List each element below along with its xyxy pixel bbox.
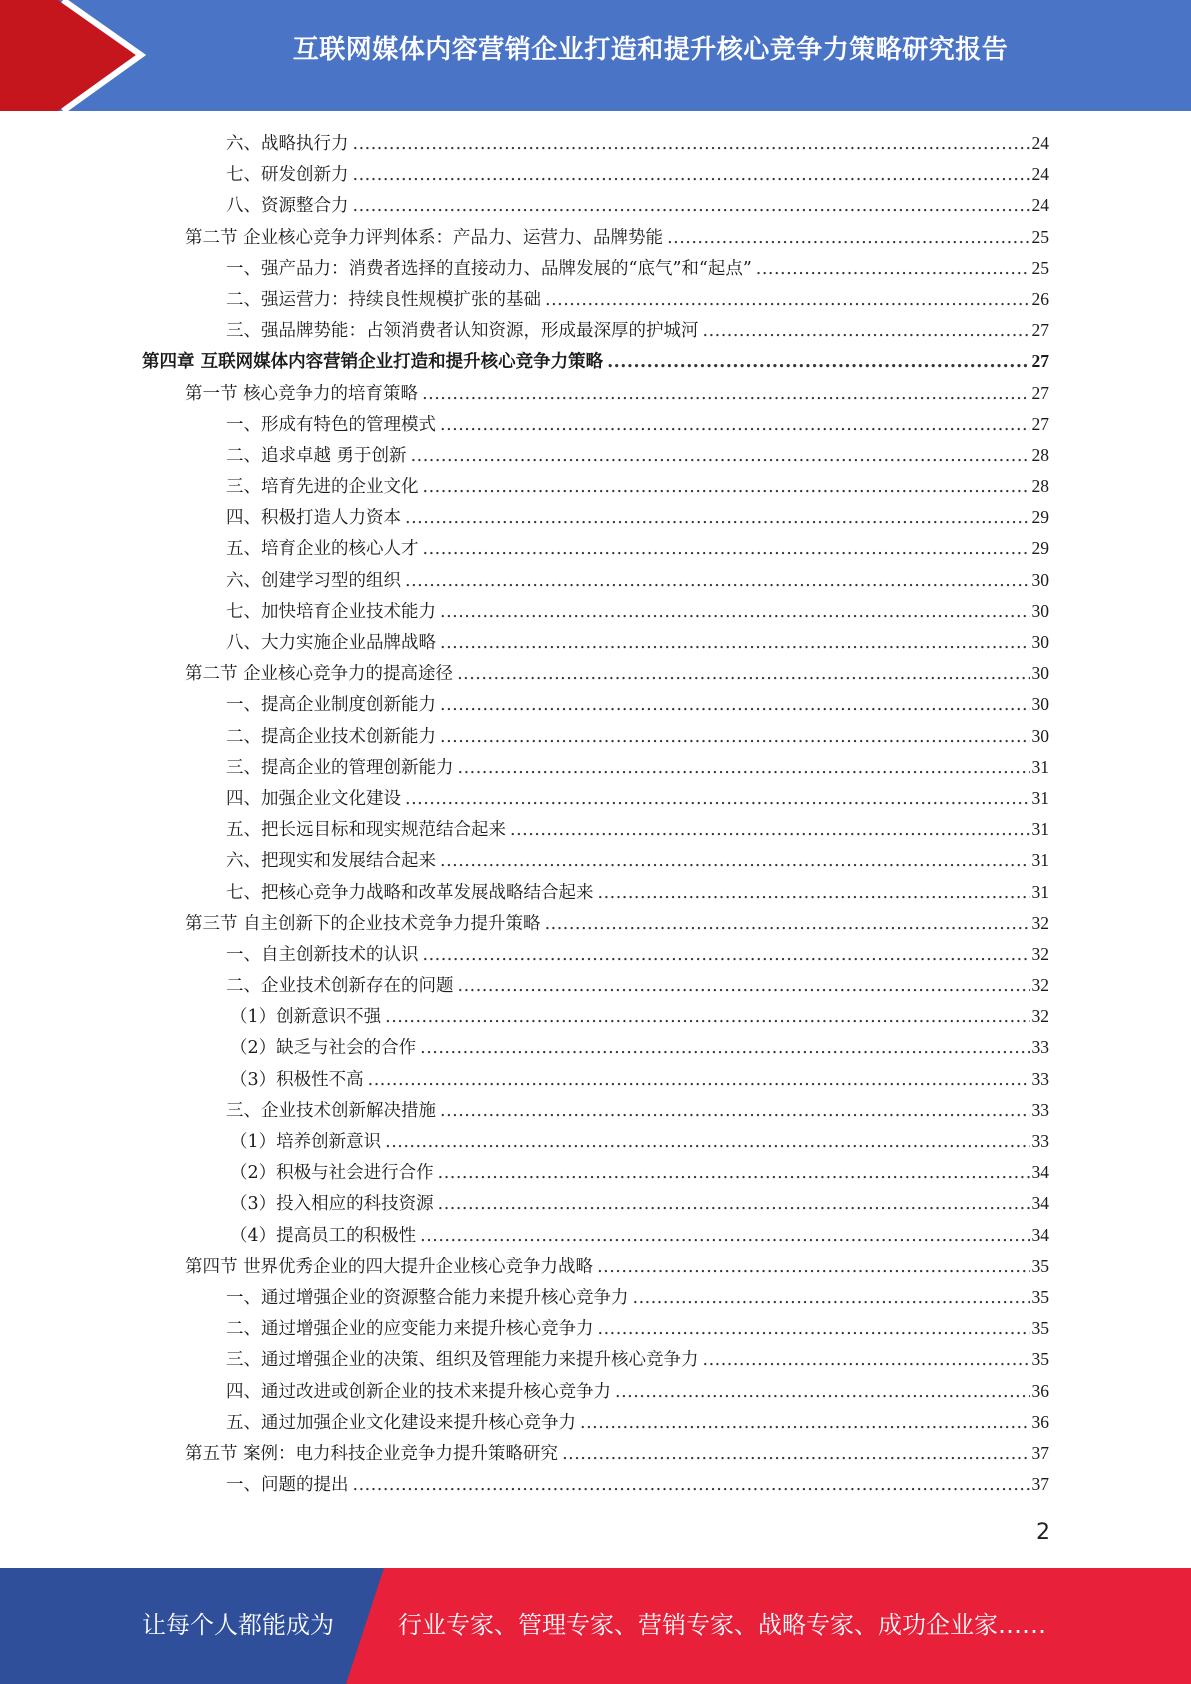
toc-dot-leader [422, 379, 1029, 410]
toc-entry-page: 29 [1031, 538, 1049, 559]
toc-entry-label: 三、企业技术创新解决措施 [226, 1100, 436, 1121]
toc-entry[interactable] [226, 190, 1049, 221]
toc-dot-leader [562, 1439, 1029, 1470]
toc-entry-page: 27 [1031, 320, 1049, 341]
toc-dot-leader [756, 254, 1030, 285]
toc-dot-leader [598, 1314, 1030, 1345]
toc-entry-page: 31 [1031, 881, 1049, 902]
toc-entry[interactable] [226, 939, 1049, 970]
toc-entry-page: 31 [1031, 787, 1049, 808]
toc-dot-leader [440, 846, 1030, 877]
toc-entry-page: 30 [1031, 663, 1049, 684]
toc-entry-page: 30 [1031, 694, 1049, 715]
toc-dot-leader [440, 628, 1030, 659]
toc-entry[interactable] [226, 440, 1049, 471]
toc-entry-label: 四、加强企业文化建设 [226, 788, 401, 809]
toc-entry[interactable] [226, 721, 1049, 752]
toc-entry-page: 32 [1031, 975, 1049, 996]
toc-entry-label: 第三节 自主创新下的企业技术竞争力提升策略 [185, 913, 541, 934]
toc-entry-page: 35 [1031, 1349, 1049, 1370]
toc-entry-label: （2）积极与社会进行合作 [230, 1163, 434, 1184]
toc-entry[interactable] [226, 1095, 1049, 1126]
toc-dot-leader [423, 472, 1030, 503]
toc-entry-page: 34 [1031, 1193, 1049, 1214]
toc-entry[interactable] [226, 159, 1049, 190]
toc-entry-label: 四、通过改进或创新企业的技术来提升核心竞争力 [226, 1381, 611, 1402]
toc-dot-leader [510, 815, 1030, 846]
toc-entry[interactable] [230, 1188, 1049, 1219]
toc-entry[interactable] [185, 378, 1049, 409]
toc-entry[interactable] [226, 1376, 1049, 1407]
toc-dot-leader [440, 690, 1030, 721]
toc-entry-page: 26 [1031, 288, 1049, 309]
toc-entry-label: 二、强运营力：持续良性规模扩张的基础 [226, 289, 541, 310]
toc-entry-page: 32 [1031, 1006, 1049, 1027]
toc-dot-leader [440, 410, 1030, 441]
toc-entry-label: 八、大力实施企业品牌战略 [226, 633, 436, 653]
toc-entry[interactable] [226, 845, 1049, 876]
toc-entry-page: 35 [1031, 1286, 1049, 1307]
header-title: 互联网媒体内容营销企业打造和提升核心竞争力策略研究报告 [292, 35, 1009, 65]
toc-entry-label: 三、培育先进的企业文化 [226, 477, 419, 498]
toc-dot-leader [440, 722, 1030, 753]
toc-entry-page: 35 [1031, 1318, 1049, 1339]
toc-entry-page: 32 [1031, 912, 1049, 933]
toc-entry-page: 24 [1031, 164, 1049, 185]
toc-entry[interactable] [226, 783, 1049, 814]
toc-entry-label: （3）投入相应的科技资源 [230, 1194, 434, 1215]
toc-entry[interactable] [226, 970, 1049, 1001]
toc-dot-leader [353, 191, 1030, 222]
toc-entry[interactable] [230, 1064, 1049, 1095]
toc-entry-page: 33 [1031, 1131, 1049, 1151]
toc-entry-page: 30 [1031, 569, 1049, 590]
toc-entry-page: 27 [1031, 413, 1049, 434]
toc-entry[interactable] [230, 1157, 1049, 1188]
toc-entry-page: 30 [1031, 632, 1049, 652]
table-of-contents [0, 128, 1191, 1500]
toc-entry[interactable] [185, 908, 1049, 939]
toc-dot-leader [385, 1002, 1029, 1033]
toc-entry[interactable] [230, 1032, 1049, 1063]
toc-entry-label: 第五节 案例：电力科技企业竞争力提升策略研究 [185, 1443, 559, 1464]
toc-entry[interactable] [226, 128, 1049, 159]
toc-dot-leader [423, 940, 1030, 971]
toc-entry-page: 31 [1031, 756, 1049, 777]
toc-dot-leader [458, 753, 1030, 784]
toc-entry-label: 三、强品牌势能：占领消费者认知资源，形成最深厚的护城河 [226, 321, 699, 342]
toc-dot-leader [405, 566, 1030, 597]
toc-dot-leader [420, 1221, 1029, 1252]
toc-entry-label: 第四章 互联网媒体内容营销企业打造和提升核心竞争力策略 [142, 352, 604, 373]
toc-dot-leader [457, 659, 1029, 690]
toc-dot-leader [440, 597, 1030, 628]
toc-entry-page: 34 [1031, 1224, 1049, 1245]
toc-entry-label: （4）提高员工的积极性 [230, 1225, 417, 1246]
toc-entry-page: 30 [1031, 725, 1049, 746]
toc-entry-label: 一、强产品力：消费者选择的直接动力、品牌发展的“底气”和“起点” [226, 258, 752, 279]
toc-dot-leader [440, 1096, 1030, 1127]
toc-entry-label: 二、通过增强企业的应变能力来提升核心竞争力 [226, 1319, 594, 1340]
toc-entry-label: 七、把核心竞争力战略和改革发展战略结合起来 [226, 882, 594, 903]
toc-entry[interactable] [226, 627, 1049, 658]
toc-dot-leader [615, 1377, 1030, 1408]
toc-entry[interactable] [226, 565, 1049, 596]
toc-entry-label: 第四节 世界优秀企业的四大提升企业核心竞争力战略 [185, 1256, 594, 1277]
toc-dot-leader [423, 534, 1030, 565]
toc-entry-label: 一、问题的提出 [226, 1475, 349, 1496]
toc-entry-label: 第二节 企业核心竞争力评判体系：产品力、运营力、品牌势能 [185, 227, 664, 248]
toc-entry[interactable] [226, 689, 1049, 720]
toc-entry-page: 37 [1031, 1474, 1049, 1495]
toc-dot-leader [607, 347, 1029, 378]
toc-entry-label: 五、通过加强企业文化建设来提升核心竞争力 [226, 1412, 576, 1433]
toc-entry-label: 三、通过增强企业的决策、组织及管理能力来提升核心竞争力 [226, 1350, 699, 1371]
toc-entry-label: 八、资源整合力 [226, 196, 349, 217]
toc-entry-label: 四、积极打造人力资本 [226, 508, 401, 529]
toc-entry[interactable] [230, 1126, 1049, 1157]
toc-dot-leader [598, 878, 1030, 909]
toc-entry-page: 30 [1031, 600, 1049, 621]
toc-dot-leader [405, 503, 1030, 534]
toc-entry-label: 六、把现实和发展结合起来 [226, 851, 436, 872]
toc-dot-leader [405, 784, 1030, 815]
toc-entry[interactable] [226, 315, 1049, 346]
toc-entry[interactable] [185, 1251, 1049, 1282]
toc-entry-page: 28 [1031, 476, 1049, 497]
header-arrow-decoration [0, 0, 150, 111]
toc-dot-leader [411, 441, 1030, 472]
toc-entry[interactable] [226, 502, 1049, 533]
toc-entry-label: 五、培育企业的核心人才 [226, 539, 419, 560]
toc-entry-page: 25 [1031, 257, 1049, 278]
footer-slogan-right: 行业专家、管理专家、营销专家、战略专家、成功企业家…… [398, 1611, 1046, 1639]
toc-entry[interactable] [226, 253, 1049, 284]
toc-dot-leader [353, 160, 1030, 191]
toc-entry[interactable] [230, 1001, 1049, 1032]
toc-entry[interactable] [185, 658, 1049, 689]
toc-entry-page: 31 [1031, 850, 1049, 871]
toc-entry-page: 33 [1031, 1037, 1049, 1058]
toc-entry-page: 32 [1031, 943, 1049, 964]
toc-entry-page: 34 [1031, 1162, 1049, 1183]
footer-slogan-left: 让每个人都能成为 [142, 1611, 334, 1639]
page-footer [0, 1568, 1191, 1684]
toc-entry-page: 28 [1031, 444, 1049, 465]
page-header [0, 0, 1191, 111]
toc-entry[interactable] [230, 1220, 1049, 1251]
toc-entry[interactable] [226, 814, 1049, 845]
toc-entry[interactable] [226, 1469, 1049, 1500]
toc-dot-leader [545, 909, 1030, 940]
toc-dot-leader [703, 1345, 1030, 1376]
toc-entry-label: 一、形成有特色的管理模式 [226, 414, 436, 435]
toc-entry-label: 二、追求卓越 勇于创新 [226, 445, 407, 466]
toc-entry-page: 36 [1031, 1380, 1049, 1401]
toc-entry[interactable] [226, 1313, 1049, 1344]
toc-entry-page: 31 [1031, 819, 1049, 840]
toc-dot-leader [597, 1252, 1029, 1283]
toc-entry-label: 第二节 企业核心竞争力的提高途径 [185, 664, 454, 685]
toc-entry-label: 六、战略执行力 [226, 134, 349, 154]
toc-entry[interactable] [226, 1407, 1049, 1438]
toc-entry-label: 一、通过增强企业的资源整合能力来提升核心竞争力 [226, 1287, 629, 1308]
toc-entry-page: 27 [1031, 382, 1049, 403]
toc-dot-leader [353, 129, 1030, 160]
toc-entry[interactable] [142, 346, 1049, 377]
toc-entry[interactable] [226, 1282, 1049, 1313]
toc-entry-label: 第一节 核心竞争力的培育策略 [185, 383, 419, 404]
toc-entry-label: 七、研发创新力 [226, 165, 349, 186]
toc-entry[interactable] [226, 533, 1049, 564]
toc-entry-page: 37 [1031, 1442, 1049, 1463]
toc-entry-label: 一、提高企业制度创新能力 [226, 695, 436, 716]
toc-entry[interactable] [226, 877, 1049, 908]
toc-entry[interactable] [185, 222, 1049, 253]
toc-dot-leader [385, 1127, 1029, 1158]
toc-entry[interactable] [226, 409, 1049, 440]
toc-entry-page: 27 [1031, 351, 1049, 372]
toc-entry-label: 二、提高企业技术创新能力 [226, 726, 436, 747]
toc-dot-leader [545, 285, 1030, 316]
toc-dot-leader [368, 1065, 1030, 1096]
toc-entry[interactable] [226, 471, 1049, 502]
toc-entry[interactable] [226, 284, 1049, 315]
toc-entry-page: 36 [1031, 1411, 1049, 1432]
toc-entry[interactable] [185, 1438, 1049, 1469]
toc-dot-leader [703, 316, 1030, 347]
toc-entry-page: 25 [1031, 226, 1049, 247]
toc-entry[interactable] [226, 1344, 1049, 1375]
toc-entry-page: 29 [1031, 507, 1049, 528]
toc-entry-page: 33 [1031, 1099, 1049, 1120]
toc-dot-leader [667, 223, 1029, 254]
toc-entry-page: 24 [1031, 195, 1049, 216]
toc-dot-leader [580, 1408, 1030, 1439]
toc-entry-label: （2）缺乏与社会的合作 [230, 1038, 417, 1059]
toc-entry-label: 二、企业技术创新存在的问题 [226, 976, 454, 997]
toc-entry-label: 七、加快培育企业技术能力 [226, 601, 436, 622]
toc-dot-leader [420, 1033, 1029, 1064]
toc-entry-label: （1）创新意识不强 [230, 1007, 382, 1028]
toc-entry-label: 三、提高企业的管理创新能力 [226, 757, 454, 778]
toc-dot-leader [438, 1189, 1030, 1220]
toc-entry-page: 24 [1031, 133, 1049, 153]
toc-entry[interactable] [226, 596, 1049, 627]
toc-dot-leader [438, 1158, 1030, 1189]
toc-dot-leader [458, 971, 1030, 1002]
toc-dot-leader [353, 1470, 1030, 1501]
toc-entry-page: 33 [1031, 1068, 1049, 1089]
toc-entry-page: 35 [1031, 1255, 1049, 1276]
toc-dot-leader [633, 1283, 1030, 1314]
toc-entry-label: （3）积极性不高 [230, 1069, 364, 1090]
toc-entry-label: 五、把长远目标和现实规范结合起来 [226, 820, 506, 841]
toc-entry-label: 六、创建学习型的组织 [226, 570, 401, 591]
toc-entry-label: 一、自主创新技术的认识 [226, 944, 419, 965]
toc-entry[interactable] [226, 752, 1049, 783]
toc-entry-label: （1）培养创新意识 [230, 1132, 382, 1152]
page-number: 2 [1036, 1520, 1050, 1545]
